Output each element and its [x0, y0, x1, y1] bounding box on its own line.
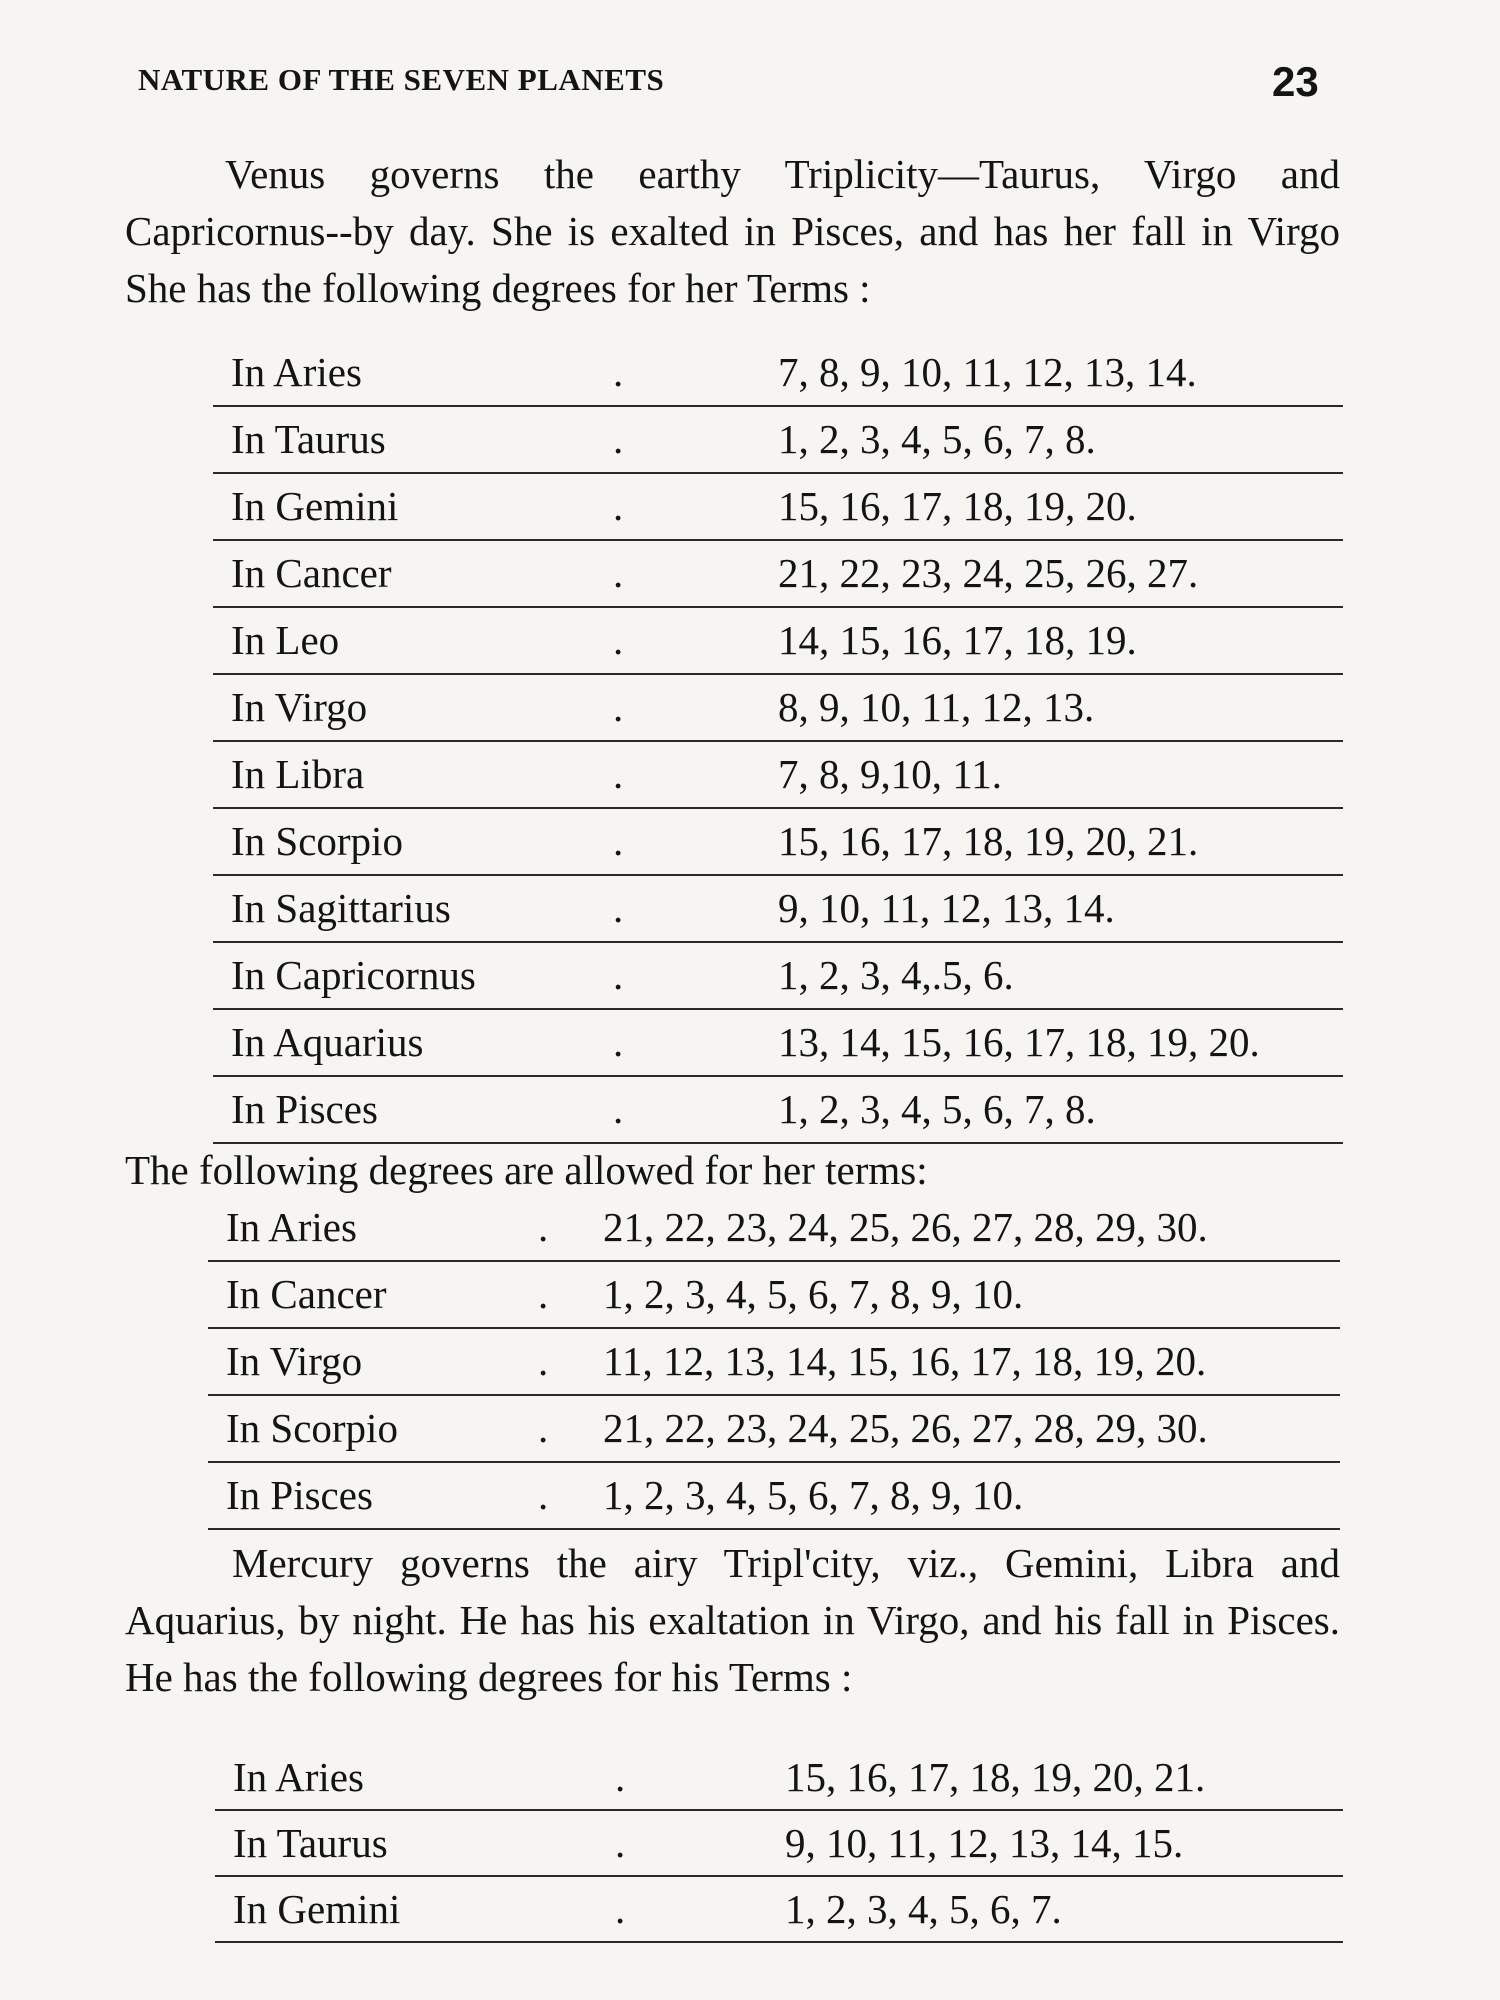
degrees-cell: 1, 2, 3, 4, 5, 6, 7, 8. — [778, 1086, 1096, 1132]
sign-cell: In Aries — [233, 1754, 364, 1800]
table-row — [213, 943, 1343, 1010]
leader-dot: . — [538, 1271, 549, 1317]
table-row — [213, 474, 1343, 541]
sign-cell: In Pisces — [226, 1472, 373, 1518]
sign-cell: In Cancer — [226, 1271, 387, 1317]
sign-cell: In Sagittarius — [231, 885, 451, 931]
mercury-terms-table — [215, 1745, 1343, 1943]
leader-dot: . — [538, 1472, 549, 1518]
leader-dot: . — [615, 1886, 626, 1932]
sign-cell: In Taurus — [231, 416, 386, 462]
leader-dot: . — [538, 1204, 549, 1250]
table-row — [213, 1010, 1343, 1077]
leader-dot: . — [613, 416, 624, 462]
degrees-cell: 11, 12, 13, 14, 15, 16, 17, 18, 19, 20. — [603, 1338, 1207, 1384]
degrees-cell: 15, 16, 17, 18, 19, 20. — [778, 483, 1137, 529]
table-row — [208, 1262, 1340, 1329]
table-row — [213, 1077, 1343, 1144]
table-row — [213, 675, 1343, 742]
sign-cell: In Gemini — [231, 483, 399, 529]
degrees-cell: 9, 10, 11, 12, 13, 14. — [778, 885, 1115, 931]
degrees-cell: 1, 2, 3, 4, 5, 6, 7. — [785, 1886, 1062, 1932]
leader-dot: . — [613, 483, 624, 529]
degrees-cell: 9, 10, 11, 12, 13, 14, 15. — [785, 1820, 1184, 1866]
degrees-cell: 7, 8, 9, 10, 11, 12, 13, 14. — [778, 349, 1197, 395]
page-number: 23 — [1272, 58, 1319, 105]
leader-dot: . — [613, 818, 624, 864]
table-row — [215, 1745, 1343, 1811]
degrees-cell: 15, 16, 17, 18, 19, 20, 21. — [778, 818, 1199, 864]
table-row — [213, 876, 1343, 943]
sign-cell: In Taurus — [233, 1820, 388, 1866]
table-row — [213, 407, 1343, 474]
leader-dot: . — [613, 885, 624, 931]
table-row — [215, 1877, 1343, 1943]
leader-dot: . — [538, 1405, 549, 1451]
sign-cell: In Libra — [231, 751, 365, 797]
sign-cell: In Aries — [231, 349, 362, 395]
leader-dot: . — [615, 1820, 626, 1866]
sign-cell: In Virgo — [226, 1338, 363, 1384]
leader-dot: . — [615, 1754, 626, 1800]
leader-dot: . — [538, 1338, 549, 1384]
sign-cell: In Leo — [231, 617, 340, 663]
venus-paragraph: Venus governs the earthy Triplicity—Taurus, Virgo and Capricornus--by day. She is exalted in Pisces, and has her fall in Virgo She has the following degrees for her Terms : — [125, 151, 1340, 311]
sign-cell: In Capricornus — [231, 952, 476, 998]
degrees-cell: 7, 8, 9,10, 11. — [778, 751, 1002, 797]
degrees-cell: 1, 2, 3, 4, 5, 6, 7, 8, 9, 10. — [603, 1271, 1024, 1317]
degrees-cell: 21, 22, 23, 24, 25, 26, 27, 28, 29, 30. — [603, 1204, 1208, 1250]
table-row — [208, 1329, 1340, 1396]
table-row — [208, 1195, 1340, 1262]
sign-cell: In Scorpio — [226, 1405, 398, 1451]
leader-dot: . — [613, 1086, 624, 1132]
table-row — [208, 1463, 1340, 1530]
allowed-terms-intro: The following degrees are allowed for her terms: — [125, 1147, 928, 1193]
table-row — [213, 340, 1343, 407]
degrees-cell: 1, 2, 3, 4, 5, 6, 7, 8. — [778, 416, 1096, 462]
sign-cell: In Scorpio — [231, 818, 403, 864]
leader-dot: . — [613, 1019, 624, 1065]
sign-cell: In Pisces — [231, 1086, 378, 1132]
mercury-paragraph: Mercury governs the airy Tripl'city, viz., Gemini, Libra and Aquarius, by night. He has his exaltation in Virgo, and his fall in Pisces. He has the following degrees for his Terms : — [125, 1540, 1340, 1700]
leader-dot: . — [613, 349, 624, 395]
degrees-cell: 15, 16, 17, 18, 19, 20, 21. — [785, 1754, 1206, 1800]
table-row — [213, 608, 1343, 675]
sign-cell: In Aries — [226, 1204, 357, 1250]
table-row — [213, 809, 1343, 876]
degrees-cell: 21, 22, 23, 24, 25, 26, 27. — [778, 550, 1199, 596]
degrees-cell: 1, 2, 3, 4, 5, 6, 7, 8, 9, 10. — [603, 1472, 1024, 1518]
degrees-cell: 14, 15, 16, 17, 18, 19. — [778, 617, 1137, 663]
sign-cell: In Cancer — [231, 550, 392, 596]
sign-cell: In Gemini — [233, 1886, 401, 1932]
running-head: NATURE OF THE SEVEN PLANETS — [138, 62, 665, 97]
degrees-cell: 8, 9, 10, 11, 12, 13. — [778, 684, 1095, 730]
sign-cell: In Aquarius — [231, 1019, 424, 1065]
degrees-cell: 1, 2, 3, 4,.5, 6. — [778, 952, 1014, 998]
leader-dot: . — [613, 684, 624, 730]
degrees-cell: 21, 22, 23, 24, 25, 26, 27, 28, 29, 30. — [603, 1405, 1208, 1451]
table-row — [215, 1811, 1343, 1877]
leader-dot: . — [613, 952, 624, 998]
sign-cell: In Virgo — [231, 684, 368, 730]
leader-dot: . — [613, 751, 624, 797]
leader-dot: . — [613, 550, 624, 596]
allowed-terms-table — [208, 1195, 1340, 1530]
degrees-cell: 13, 14, 15, 16, 17, 18, 19, 20. — [778, 1019, 1260, 1065]
table-row — [208, 1396, 1340, 1463]
table-row — [213, 742, 1343, 809]
leader-dot: . — [613, 617, 624, 663]
table-row — [213, 541, 1343, 608]
venus-terms-table — [213, 340, 1343, 1144]
